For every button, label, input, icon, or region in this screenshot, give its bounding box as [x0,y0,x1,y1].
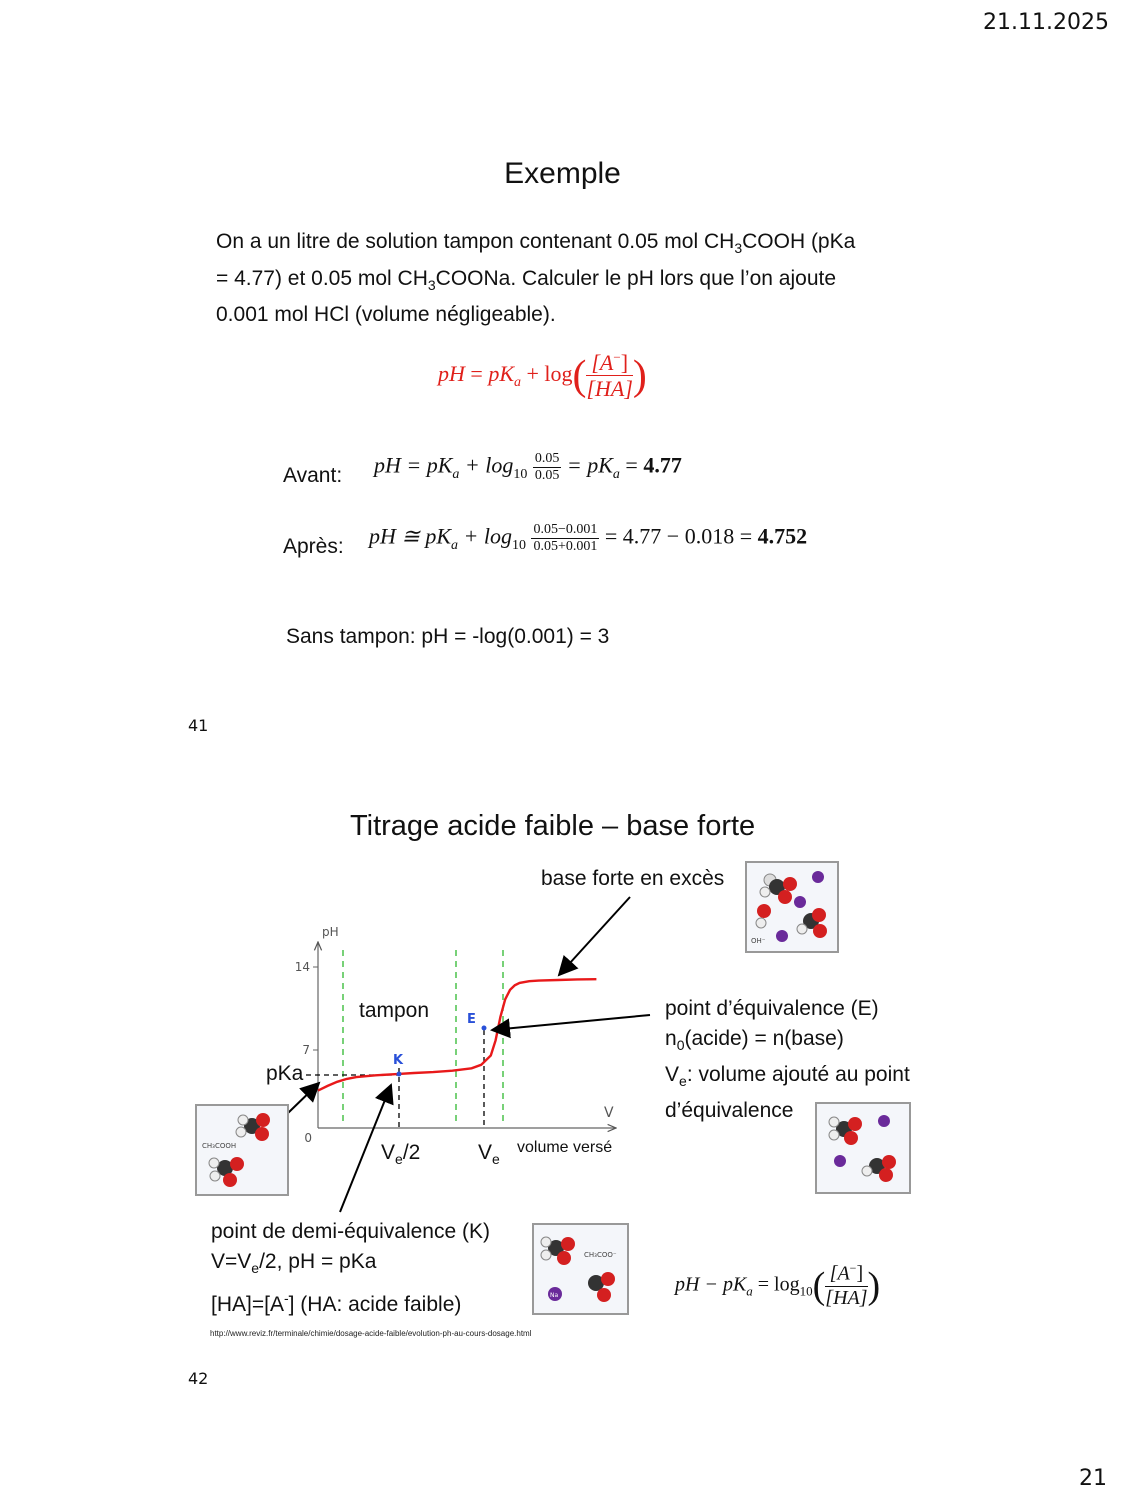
text: ] (HA: acide faible) [288,1293,462,1317]
slide-41-title: Exemple [504,157,621,190]
atom-h [541,1250,551,1260]
text: : volume ajouté au point [686,1063,910,1087]
atom-h [756,918,766,928]
formula-part: + log [458,523,512,549]
formula-part: pH = pK [374,452,453,478]
formula-part: + [526,360,539,386]
molecule-box-half-equivalence [532,1223,629,1315]
formula-part: = [470,360,483,386]
subscript: e [251,1260,260,1277]
formula-sub: a [612,467,620,483]
atom-o [812,908,826,922]
atom-o [844,1131,858,1145]
formula-part: pH − pK [675,1273,747,1296]
numerator: 0.05−0.001 [531,522,599,539]
text: [HA]=[A [211,1293,284,1317]
ph-curve [318,979,596,1090]
text: V=V [211,1250,252,1273]
avant-label: Avant: [283,464,343,487]
atom-o [813,924,827,938]
x-axis-label: V [604,1105,614,1121]
apres-result: 4.752 [757,523,808,549]
problem-text: COOH (pKa [742,230,856,253]
arrow-pka [288,1083,319,1113]
y-axis-label: pH [322,925,339,939]
atom-o [561,1237,575,1251]
atom-o [778,890,792,904]
page-number: 21 [1079,1466,1107,1491]
apres-label: Après: [283,535,344,558]
molecule-box-acid [195,1104,289,1196]
subscript: 3 [734,240,743,257]
text: V [665,1063,680,1087]
atom-na [776,930,788,942]
atom-o [255,1127,269,1141]
point-k-label: K [393,1053,404,1068]
formula-part: = pK [566,452,613,478]
ve-half-v: V [381,1141,396,1164]
demi-line-1: point de demi-équivalence (K) [211,1220,490,1243]
source-url[interactable]: http://www.reviz.fr/terminale/chimie/dosage-acide-faible/evolution-ph-au-cours-dosage.html [210,1329,532,1338]
atom-o [882,1155,896,1169]
subscript: e [679,1073,687,1090]
atom-na [812,871,824,883]
ch3cooh-label: CH₃COOH [202,1142,237,1150]
slide-42-title: Titrage acide faible – base forte [350,810,756,842]
numerator: 0.05 [533,451,562,468]
problem-text: = 4.77) et 0.05 mol CH [216,266,428,290]
atom-o [557,1251,571,1265]
na-label: Na [550,1292,559,1299]
numerator: ] [856,1262,864,1285]
equiv-line-3 [665,1060,910,1096]
formula-part: = log [752,1273,800,1296]
slide-42-number: 42 [188,1369,209,1388]
paren-close: ) [867,1264,881,1307]
oh-label: OH⁻ [751,937,766,945]
atom-h [236,1127,246,1137]
atom-h [829,1117,839,1127]
atom-na [794,896,806,908]
numerator: [A [591,350,614,375]
atom-h [797,924,807,934]
atom-o [230,1157,244,1171]
paren-open: ( [812,1264,826,1307]
atom-na [878,1115,890,1127]
y-tick-label-14: 14 [294,960,310,974]
atom-o [597,1288,611,1302]
equiv-line-4: d’équivalence [665,1099,794,1123]
molecule-box-base-excess [745,861,839,953]
formula-sub: 10 [799,1283,813,1299]
ph-pka-formula [675,1262,880,1310]
denominator: [HA] [586,376,633,402]
date: 21.11.2025 [983,10,1109,35]
formula-sub: a [451,538,458,554]
subscript: 3 [427,276,436,293]
fraction [825,1262,867,1310]
y-tick-label-7: 7 [302,1043,310,1057]
subscript: 0 [676,1037,685,1054]
point-k-marker [397,1072,402,1077]
tampon-label: tampon [359,999,430,1022]
atom-h [541,1237,551,1247]
problem-text: COONa. Calculer le pH lors que l’on ajoute [435,266,837,290]
ve-v: V [478,1141,493,1164]
numerator: ] [620,350,629,375]
atom-h [209,1158,219,1168]
slide-41-number: 41 [188,716,209,735]
formula-part: = 4.77 − 0.018 = [604,523,753,549]
formula-sub: a [452,467,460,483]
formula-sub: 10 [513,467,528,483]
formula-sub: a [746,1283,753,1299]
problem-text: On a un litre de solution tampon contenant 0.05 mol CH [216,230,735,253]
point-e-marker [482,1026,487,1031]
point-e-label: E [467,1012,476,1027]
equiv-line-1: point d’équivalence (E) [665,997,879,1020]
formula-part: = [625,452,638,478]
ve-half-suffix: /2 [402,1141,421,1164]
sans-tampon: Sans tampon: pH = -log(0.001) = 3 [286,625,610,648]
formula-part: pH ≅ pK [369,523,451,549]
x-origin-label: 0 [304,1131,312,1145]
arrow-base-exces [559,897,630,975]
atom-o [879,1168,893,1182]
volume-verse-label: volume versé [517,1139,613,1156]
formula-part: log [544,360,573,386]
formula-part: pK [488,360,514,386]
ve-half-label [381,1141,420,1167]
arrow-equivalence [492,1015,650,1030]
atom-h [862,1166,872,1176]
ve-half-sub: e [395,1151,403,1168]
atom-o [256,1113,270,1127]
atom-h [829,1130,839,1140]
formula-sub: a [514,375,521,391]
avant-result: 4.77 [643,452,682,478]
ch3coo-label: CH₃COO⁻ [584,1251,617,1259]
atom-o [223,1173,237,1187]
molecule-box-equivalence [815,1102,911,1194]
atom-h [760,887,770,897]
text: n [665,1027,677,1050]
formula-sub: 10 [511,538,526,554]
base-exces-label: base forte en excès [541,867,725,890]
atom-o [848,1117,862,1131]
atom-o [601,1272,615,1286]
ve-label [478,1141,500,1167]
formula-part: + log [459,452,514,478]
superscript: - [283,1290,289,1307]
equiv-line-2 [665,1024,910,1060]
denominator: [HA] [825,1286,868,1309]
pka-label: pKa [266,1062,304,1085]
atom-na [834,1155,846,1167]
denominator: 0.05+0.001 [533,539,598,555]
paren-close: ) [632,352,647,399]
atom-h [210,1171,220,1181]
problem-text: 0.001 mol HCl (volume négligeable). [216,303,556,327]
demi-line-2 [211,1247,490,1283]
formula-part: pH [438,360,465,386]
denominator: 0.05 [534,468,560,484]
demi-equivalence-description [211,1217,490,1320]
ve-sub: e [492,1151,500,1168]
superscript: − [613,349,621,365]
atom-o [757,904,771,918]
demi-line-3 [211,1283,490,1320]
text: /2, pH = pKa [259,1250,377,1273]
text: (acide) = n(base) [684,1027,844,1050]
numerator: [A [829,1262,850,1285]
atom-o [783,877,797,891]
atom-h [238,1115,248,1125]
paren-open: ( [572,352,587,399]
superscript: − [849,1261,857,1275]
